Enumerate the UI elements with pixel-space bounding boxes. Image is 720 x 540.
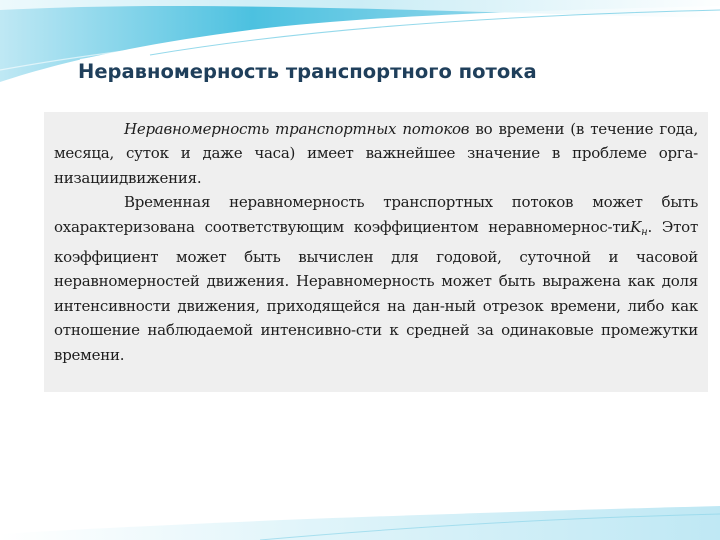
paragraph-1-italic-term: Неравномерность транспортных потоков	[124, 120, 470, 138]
paragraph-1-text: во времени (в течение года, месяца, суток и даже часа) имеет важнейшее значение в проблеме орга-низациидвижения.	[54, 120, 698, 187]
bottom-wave-band	[0, 506, 720, 540]
slide-title: Неравномерность транспортного потока	[78, 60, 537, 83]
coefficient-symbol: K	[630, 217, 642, 236]
paragraph-2-text-before: Временная неравномерность транспортных потоков может быть охарактеризована соответствующим коэффициентом неравномернос-ти	[54, 193, 698, 236]
content-text	[54, 117, 698, 367]
paragraph-2	[54, 190, 698, 367]
paragraph-2-text-after: . Этот коэффициент может быть вычислен для годовой, суточной и часовой неравномерностей движения. Неравномерность может быть выражена как доля интенсивности движения, приходящейся на дан-ный отрезок времени, либо как отношение наблюдаемой интенсивно-сти к средней за одинаковые промежутки времени.	[54, 217, 699, 364]
paragraph-1	[54, 117, 698, 190]
bottom-wave-decoration	[0, 500, 720, 540]
coefficient-subscript: н	[641, 226, 648, 238]
